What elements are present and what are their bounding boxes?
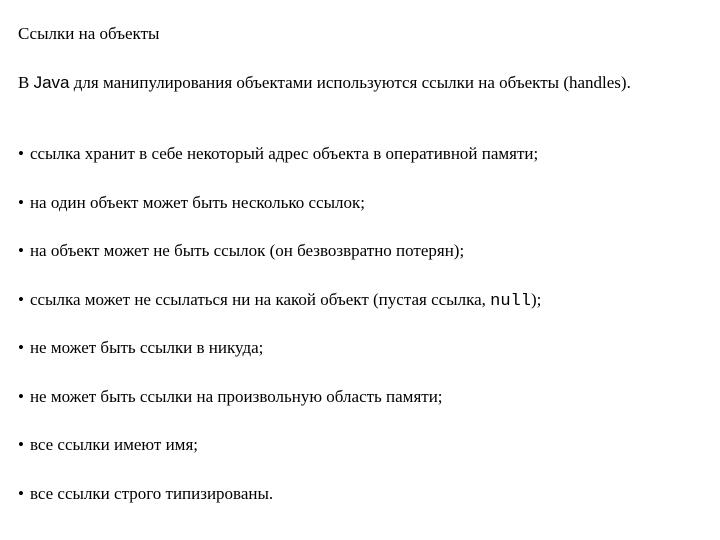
bullet-text: на объект может не быть ссылок (он безвозвратно потерян); [29, 241, 465, 260]
bullet-text: все ссылки имеют имя; [29, 435, 198, 454]
bullet-text: на один объект может быть несколько ссылок; [29, 192, 365, 212]
bullet-marker: • [18, 192, 24, 212]
bullet-item [18, 240, 698, 289]
intro-java-term: Java [33, 73, 70, 92]
bullet-marker: • [18, 241, 24, 260]
bullet-item [18, 483, 698, 532]
bullet-text: ссылка может не ссылаться ни на какой объект (пустая ссылка, [29, 289, 491, 309]
bullet-text: не может быть ссылки на произвольную область памяти; [29, 386, 443, 406]
bullet-item [18, 386, 698, 435]
intro-text-end: для манипулирования объектами используются ссылки на объекты (handles). [69, 73, 631, 92]
bullet-item [18, 434, 698, 483]
intro-paragraph [18, 72, 690, 94]
bullet-marker: • [18, 338, 24, 357]
bullet-item [18, 289, 698, 338]
bullet-list [18, 143, 698, 531]
bullet-marker: • [18, 289, 24, 309]
bullet-marker: • [18, 435, 24, 454]
bullet-marker: • [18, 483, 24, 503]
slide-title: Ссылки на объекты [18, 24, 160, 43]
null-keyword: null [490, 291, 531, 311]
bullet-item [18, 337, 698, 386]
bullet-text: все ссылки строго типизированы. [29, 483, 274, 503]
bullet-marker: • [18, 144, 24, 163]
bullet-text: не может быть ссылки в никуда; [29, 338, 264, 357]
bullet-item [18, 143, 698, 192]
null-suffix: ); [530, 289, 542, 309]
bullet-text: ссылка хранит в себе некоторый адрес объекта в оперативной памяти; [29, 144, 539, 163]
intro-text-start: В [18, 73, 34, 92]
bullet-item [18, 192, 698, 241]
bullet-marker: • [18, 386, 24, 406]
